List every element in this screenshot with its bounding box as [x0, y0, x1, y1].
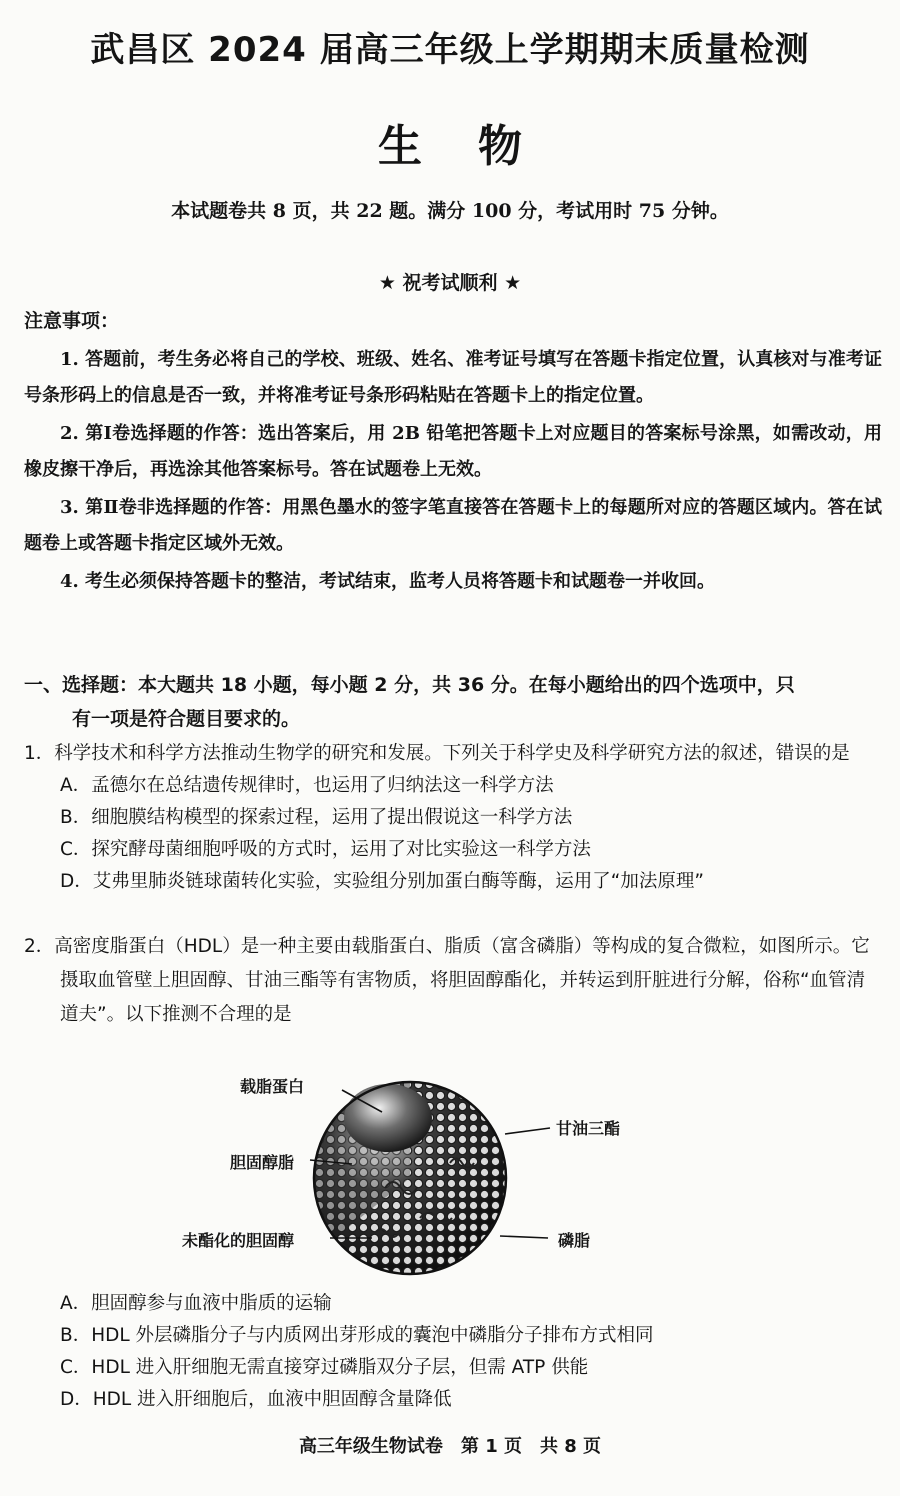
- label-phospholipid: 磷脂: [558, 1231, 591, 1250]
- notes-heading: 注意事项：: [24, 310, 120, 332]
- subject-char: 生: [378, 121, 422, 172]
- exam-title: 武昌区 2024 届高三年级上学期期末质量检测: [90, 30, 810, 70]
- subject-title: [0, 110, 900, 174]
- note-item: 3. 第Ⅱ卷非选择题的作答：用黑色墨水的签字笔直接答在答题卡上的每题所对应的答题区域内。答在试题卷上或答题卡指定区域外无效。: [24, 497, 882, 554]
- page-footer: 高三年级生物试卷 第 1 页 共 8 页: [298, 1436, 602, 1457]
- subject-char: 物: [478, 121, 522, 172]
- option-c: C．探究酵母菌细胞呼吸的方式时，运用了对比实验这一科学方法: [60, 839, 591, 860]
- section-heading: [24, 668, 882, 736]
- label-free-cholesterol: 未酯化的胆固醇: [182, 1231, 295, 1250]
- option-a: A．孟德尔在总结遗传规律时，也运用了归纳法这一科学方法: [60, 775, 554, 796]
- option-b: B．细胞膜结构模型的探索过程，运用了提出假说这一科学方法: [60, 807, 573, 828]
- option-c: C．HDL 进入肝细胞无需直接穿过磷脂双分子层，但需 ATP 供能: [60, 1357, 589, 1378]
- exam-info: 本试题卷共 8 页，共 22 题。满分 100 分，考试用时 75 分钟。: [171, 200, 729, 222]
- notes-list: [24, 342, 882, 602]
- option-a: A．胆固醇参与血液中脂质的运输: [60, 1293, 332, 1314]
- good-luck-banner: ★ 祝考试顺利 ★: [378, 272, 522, 294]
- option-b: B．HDL 外层磷脂分子与内质网出芽形成的囊泡中磷脂分子排布方式相同: [60, 1325, 654, 1346]
- question-stem: 1．科学技术和科学方法推动生物学的研究和发展。下列关于科学史及科学研究方法的叙述，错误的是: [24, 743, 850, 764]
- label-apolipoprotein: 载脂蛋白: [240, 1077, 305, 1096]
- option-d: D．HDL 进入肝细胞后，血液中胆固醇含量降低: [60, 1389, 452, 1410]
- section-heading-line: 一、选择题：本大题共 18 小题，每小题 2 分，共 36 分。在每小题给出的四个选项中，只: [24, 674, 795, 696]
- label-cholesteryl-ester: 胆固醇脂: [230, 1153, 295, 1172]
- note-item: 2. 第Ⅰ卷选择题的作答：选出答案后，用 2B 铅笔把答题卡上对应题目的答案标号涂黑，如需改动，用橡皮擦干净后，再选涂其他答案标号。答在试题卷上无效。: [24, 423, 882, 480]
- hdl-figure: [160, 1068, 660, 1288]
- question-2: [24, 930, 882, 1032]
- note-item: 4. 考生必须保持答题卡的整洁，考试结束，监考人员将答题卡和试题卷一并收回。: [60, 571, 716, 592]
- hdl-particle: [314, 1082, 506, 1274]
- question-stem: 2．高密度脂蛋白（HDL）是一种主要由载脂蛋白、脂质（富含磷脂）等构成的复合微粒，如图所示。它摄取血管壁上胆固醇、甘油三酯等有害物质，将胆固醇酯化，并转运到肝脏进行分解，俗称“血管清道夫”。以下推测不合理的是: [24, 936, 870, 1025]
- question-2-options: [60, 1288, 880, 1416]
- option-d: D．艾弗里肺炎链球菌转化实验，实验组分别加蛋白酶等酶，运用了“加法原理”: [60, 871, 704, 892]
- section-heading-line: 有一项是符合题目要求的。: [72, 708, 301, 730]
- hdl-particle-illustration: [160, 1068, 660, 1288]
- label-triglyceride: 甘油三酯: [556, 1119, 621, 1138]
- apolipoprotein-blob: [344, 1084, 432, 1152]
- question-1: [24, 738, 882, 898]
- note-item: 1. 答题前，考生务必将自己的学校、班级、姓名、准考证号填写在答题卡指定位置，认真核对与准考证号条形码上的信息是否一致，并将准考证号条形码粘贴在答题卡上的指定位置。: [24, 349, 882, 406]
